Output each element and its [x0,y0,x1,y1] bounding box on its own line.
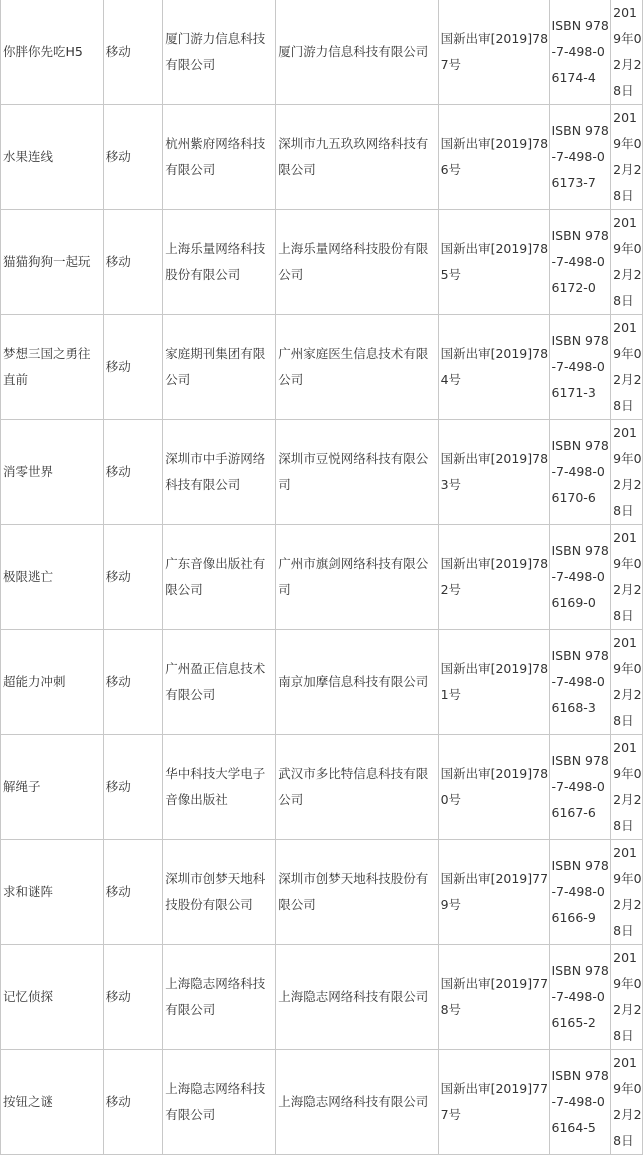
approval-number-cell: 国新出审[2019]786号 [438,105,549,210]
isbn-cell: ISBN 978-7-498-06165-2 [549,945,611,1050]
date-cell: 2019年02月28日 [611,735,643,840]
table-row [1,945,643,1050]
operator-cell: 深圳市创梦天地科技股份有限公司 [276,840,438,945]
date-cell: 2019年02月28日 [611,210,643,315]
approval-number-cell: 国新出审[2019]778号 [438,945,549,1050]
date-cell: 2019年02月28日 [611,0,643,105]
operator-cell: 上海隐志网络科技有限公司 [276,945,438,1050]
publisher-cell: 上海隐志网络科技有限公司 [163,945,276,1050]
publisher-cell: 广州盈正信息技术有限公司 [163,630,276,735]
table-row [1,840,643,945]
operator-cell: 深圳市豆悦网络科技有限公司 [276,420,438,525]
table-row [1,315,643,420]
operator-cell: 广州市旗剑网络科技有限公司 [276,525,438,630]
approval-number-cell: 国新出审[2019]781号 [438,630,549,735]
approval-number-cell: 国新出审[2019]784号 [438,315,549,420]
table-row [1,420,643,525]
isbn-cell: ISBN 978-7-498-06167-6 [549,735,611,840]
table-row [1,210,643,315]
isbn-cell: ISBN 978-7-498-06169-0 [549,525,611,630]
operator-cell: 厦门游力信息科技有限公司 [276,0,438,105]
approval-number-cell: 国新出审[2019]787号 [438,0,549,105]
isbn-cell: ISBN 978-7-498-06173-7 [549,105,611,210]
approval-number-cell: 国新出审[2019]783号 [438,420,549,525]
operator-cell: 上海乐量网络科技股份有限公司 [276,210,438,315]
platform-cell: 移动 [103,840,163,945]
publisher-cell: 深圳市中手游网络科技有限公司 [163,420,276,525]
game-name-cell: 解绳子 [1,735,104,840]
table-row [1,735,643,840]
publisher-cell: 深圳市创梦天地科技股份有限公司 [163,840,276,945]
publisher-cell: 杭州紫府网络科技有限公司 [163,105,276,210]
date-cell: 2019年02月28日 [611,630,643,735]
isbn-cell: ISBN 978-7-498-06168-3 [549,630,611,735]
table-row [1,630,643,735]
date-cell: 2019年02月28日 [611,840,643,945]
platform-cell: 移动 [103,735,163,840]
game-name-cell: 消零世界 [1,420,104,525]
publisher-cell: 厦门游力信息科技有限公司 [163,0,276,105]
isbn-cell: ISBN 978-7-498-06171-3 [549,315,611,420]
game-name-cell: 超能力冲刺 [1,630,104,735]
publisher-cell: 上海隐志网络科技有限公司 [163,1050,276,1155]
approval-number-cell: 国新出审[2019]777号 [438,1050,549,1155]
publisher-cell: 家庭期刊集团有限公司 [163,315,276,420]
game-name-cell: 求和谜阵 [1,840,104,945]
game-name-cell: 水果连线 [1,105,104,210]
platform-cell: 移动 [103,210,163,315]
operator-cell: 武汉市多比特信息科技有限公司 [276,735,438,840]
publisher-cell: 上海乐量网络科技股份有限公司 [163,210,276,315]
approval-number-cell: 国新出审[2019]780号 [438,735,549,840]
isbn-cell: ISBN 978-7-498-06164-5 [549,1050,611,1155]
game-name-cell: 极限逃亡 [1,525,104,630]
isbn-cell: ISBN 978-7-498-06170-6 [549,420,611,525]
platform-cell: 移动 [103,0,163,105]
publisher-cell: 广东音像出版社有限公司 [163,525,276,630]
platform-cell: 移动 [103,630,163,735]
operator-cell: 广州家庭医生信息技术有限公司 [276,315,438,420]
date-cell: 2019年02月28日 [611,1050,643,1155]
game-name-cell: 记忆侦探 [1,945,104,1050]
operator-cell: 上海隐志网络科技有限公司 [276,1050,438,1155]
date-cell: 2019年02月28日 [611,420,643,525]
platform-cell: 移动 [103,420,163,525]
isbn-cell: ISBN 978-7-498-06174-4 [549,0,611,105]
platform-cell: 移动 [103,945,163,1050]
approval-number-cell: 国新出审[2019]779号 [438,840,549,945]
operator-cell: 南京加摩信息科技有限公司 [276,630,438,735]
platform-cell: 移动 [103,105,163,210]
platform-cell: 移动 [103,525,163,630]
approval-number-cell: 国新出审[2019]782号 [438,525,549,630]
date-cell: 2019年02月28日 [611,525,643,630]
game-name-cell: 按钮之谜 [1,1050,104,1155]
approval-number-cell: 国新出审[2019]785号 [438,210,549,315]
platform-cell: 移动 [103,315,163,420]
table-body [1,0,643,1155]
table-row [1,1050,643,1155]
isbn-cell: ISBN 978-7-498-06166-9 [549,840,611,945]
table-row [1,0,643,105]
game-name-cell: 梦想三国之勇往直前 [1,315,104,420]
isbn-cell: ISBN 978-7-498-06172-0 [549,210,611,315]
date-cell: 2019年02月28日 [611,945,643,1050]
game-name-cell: 猫猫狗狗一起玩 [1,210,104,315]
date-cell: 2019年02月28日 [611,315,643,420]
platform-cell: 移动 [103,1050,163,1155]
date-cell: 2019年02月28日 [611,105,643,210]
table-row [1,105,643,210]
table-row [1,525,643,630]
game-name-cell: 你胖你先吃H5 [1,0,104,105]
publisher-cell: 华中科技大学电子音像出版社 [163,735,276,840]
operator-cell: 深圳市九五玖玖网络科技有限公司 [276,105,438,210]
